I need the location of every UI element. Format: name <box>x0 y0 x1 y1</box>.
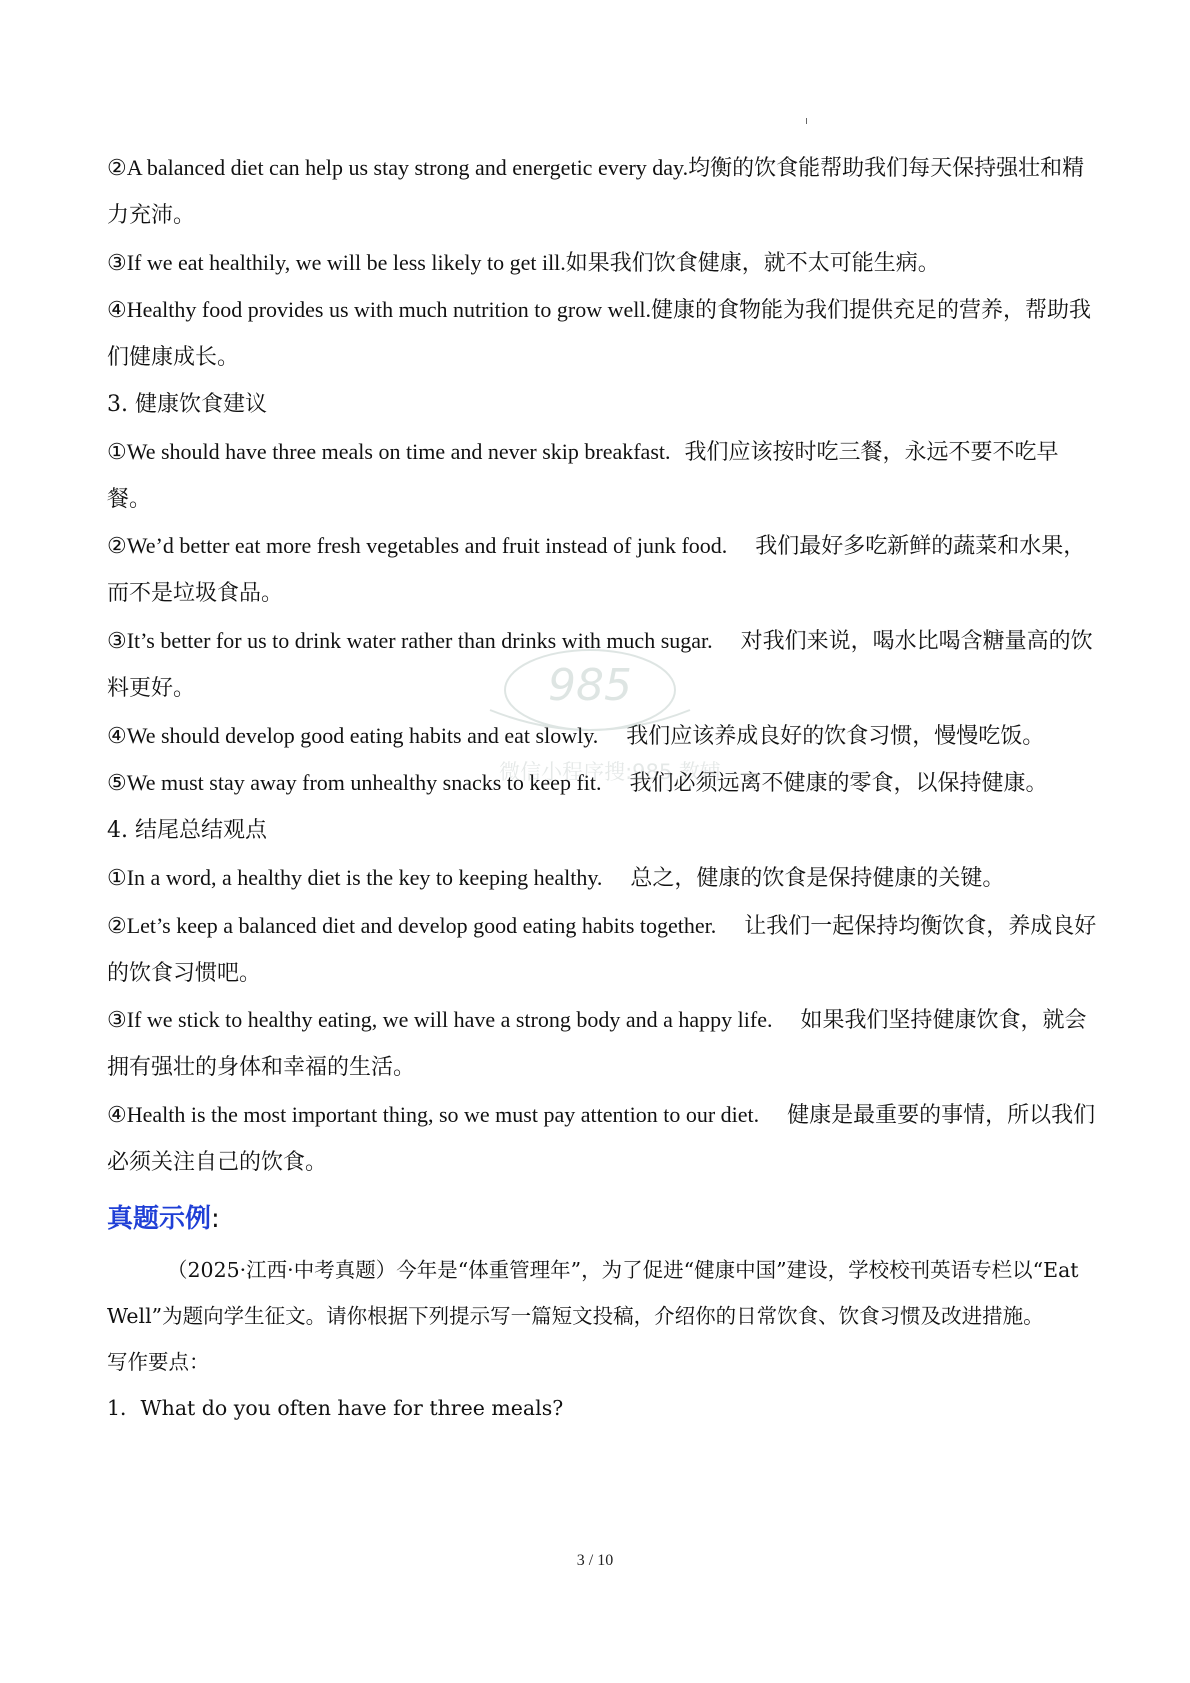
list-item: ①In a word, a healthy diet is the key to keeping healthy. 总之，健康的饮食是保持健康的关键。 <box>107 864 1005 891</box>
list-item: ⑤We must stay away from unhealthy snacks to keep fit. 我们必须远离不健康的零食，以保持健康。 <box>107 770 1048 797</box>
list-item: ③It’s better for us to drink water rather than drinks with much sugar. 对我们来说，喝水比喝含糖量高的饮料更好。 <box>107 627 1093 701</box>
watermark-text: 微信小程序搜:985 教辅 <box>499 760 721 784</box>
top-tick-mark <box>806 118 807 124</box>
list-item: ④Health is the most important thing, so we must pay attention to our diet. 健康是最重要的事情，所以我们必须关注自己的饮食。 <box>107 1101 1096 1175</box>
page-number: 3 / 10 <box>576 1552 614 1569</box>
document-body <box>107 145 1097 1431</box>
writing-point-1: 1．What do you often have for three meals? <box>107 1395 564 1420</box>
list-item: ④We should develop good eating habits and eat slowly. 我们应该养成良好的饮食习惯，慢慢吃饭。 <box>107 722 1045 749</box>
list-item: ④Healthy food provides us with much nutrition to grow well.健康的食物能为我们提供充足的营养，帮助我们健康成长。 <box>107 297 1091 371</box>
example-heading: 真题示例: <box>107 1203 220 1234</box>
list-item: ③If we stick to healthy eating, we will have a strong body and a happy life. 如果我们坚持健康饮食，就会拥有强壮的身体和幸福的生活。 <box>107 1007 1087 1081</box>
svg-text:985: 985 <box>548 660 632 711</box>
exam-prompt: （2025·江西·中考真题）今年是“体重管理年”，为了促进“健康中国”建设，学校校刊英语专栏以“Eat Well”为题向学生征文。请你根据下列提示写一篇短文投稿，介绍你的日常饮食、饮食习惯及改进措施。 <box>107 1257 1079 1328</box>
section-title: 3. 健康饮食建议 <box>107 391 267 417</box>
list-item: ②We’d better eat more fresh vegetables and fruit instead of junk food. 我们最好多吃新鲜的蔬菜和水果，而不是垃圾食品。 <box>107 533 1086 607</box>
list-item: ②Let’s keep a balanced diet and develop good eating habits together. 让我们一起保持均衡饮食，养成良好的饮食习惯吧。 <box>107 912 1097 986</box>
writing-points-label: 写作要点： <box>107 1349 210 1374</box>
list-item: ①We should have three meals on time and never skip breakfast. 我们应该按时吃三餐，永远不要不吃早餐。 <box>107 438 1059 512</box>
section-title: 4. 结尾总结观点 <box>107 818 267 844</box>
list-item: ③If we eat healthily, we will be less likely to get ill.如果我们饮食健康，就不太可能生病。 <box>107 249 940 276</box>
list-item: ②A balanced diet can help us stay strong and energetic every day.均衡的饮食能帮助我们每天保持强壮和精力充沛。 <box>107 155 1085 228</box>
